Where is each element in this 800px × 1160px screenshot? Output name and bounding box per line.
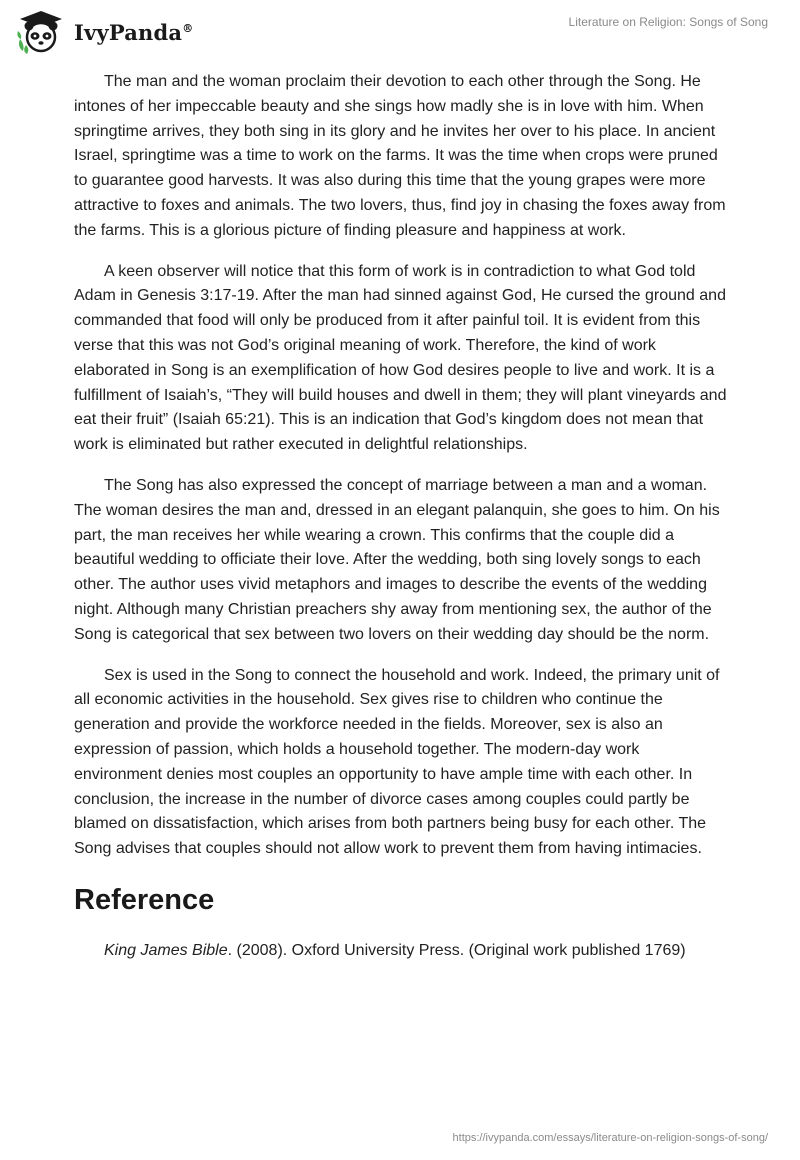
reference-details: . (2008). Oxford University Press. (Original work published 1769) <box>227 941 686 959</box>
page-header-title: Literature on Religion: Songs of Song <box>568 15 768 29</box>
reference-heading: Reference <box>74 883 215 916</box>
reference-entry <box>74 939 730 963</box>
page-header <box>0 0 800 64</box>
paragraph-2: A keen observer will notice that this form of work is in contradiction to what God told Adam in Genesis 3:17-19. After the man had sinned against God, He cursed the ground and commanded that food will only be produced from it after painful toil. It is evident from this verse that this was not God’s original meaning of work. Therefore, the kind of work elaborated in Song is an exemplification of how God desires people to live and work. It is a fulfillment of Isaiah’s, “They will build houses and dwell in them; they will plant vineyards and eat their fruit” (Isaiah 65:21). This is an indication that God’s kingdom does not mean that work is eliminated but rather executed in delightful relationships. <box>74 262 727 454</box>
panda-logo-icon <box>16 9 66 55</box>
logo-text: IvyPanda® <box>74 19 194 45</box>
paragraph-3: The Song has also expressed the concept of marriage between a man and a woman. The woman desires the man and, dressed in an elegant palanquin, she goes to him. On his part, the man receives her while wearing a crown. This confirms that the couple did a beautiful wedding to officiate their love. After the wedding, both sing lovely songs to each other. The author uses vivid metaphors and images to describe the events of the wedding night. Although many Christian preachers shy away from mentioning sex, the author of the Song is categorical that sex between two lovers on their wedding day should be the norm. <box>74 476 720 643</box>
paragraph-1: The man and the woman proclaim their devotion to each other through the Song. He intones of her impeccable beauty and she sings how madly she is in love with him. When springtime arrives, they both sing in its glory and he invites her over to his place. In ancient Israel, springtime was a time to work on the farms. It was the time when crops were pruned to guarantee good harvests. It was also during this time that the young grapes were more attractive to foxes and animals. The two lovers, thus, find joy in chasing the foxes away from the farms. This is a glorious picture of finding pleasure and happiness at work. <box>74 73 726 239</box>
ivypanda-logo[interactable] <box>16 8 193 56</box>
footer-url[interactable]: https://ivypanda.com/essays/literature-on-religion-songs-of-song/ <box>452 1132 768 1144</box>
paragraph-4: Sex is used in the Song to connect the household and work. Indeed, the primary unit of all economic activities in the household. Sex gives rise to children who continue the generation and provide the workforce needed in the fields. Moreover, sex is also an expression of passion, which holds a household together. The modern-day work environment denies most couples an opportunity to have ample time with each other. In conclusion, the increase in the number of divorce cases among couples could partly be blamed on dissatisfaction, which arises from both partners being busy for each other. The Song advises that couples should not allow work to prevent them from having intimacies. <box>74 666 720 858</box>
essay-content <box>74 70 730 963</box>
reference-title: King James Bible <box>104 941 228 959</box>
